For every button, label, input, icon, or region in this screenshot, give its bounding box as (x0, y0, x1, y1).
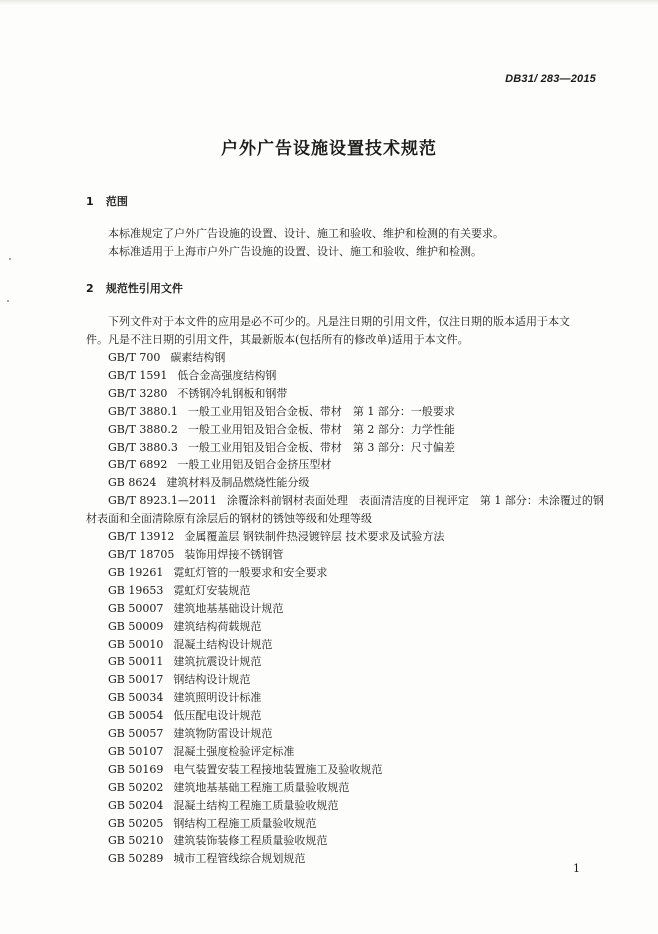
reference-item (108, 815, 613, 833)
reference-title: 钢结构设计规范 (173, 673, 251, 687)
reference-code: GB/T 6892 (108, 458, 168, 472)
reference-item (108, 474, 613, 492)
reference-item (108, 349, 613, 367)
paragraph: 本标准适用于上海市户外广告设施的设置、设计、施工和验收、维护和检测。 (108, 245, 482, 258)
section-title: 范围 (105, 195, 128, 208)
reference-list (86, 349, 613, 868)
paragraph: 下列文件对于本文件的应用是必不可少的。凡是注日期的引用文件，仅注日期的版本适用于本文 (108, 315, 570, 328)
section-number: 1 (86, 195, 94, 208)
reference-title: 建筑地基基础工程施工质量验收规范 (173, 780, 350, 794)
reference-title: 混凝土结构工程施工质量验收规范 (173, 798, 339, 812)
reference-item (108, 689, 613, 707)
reference-title: 建筑地基基础设计规范 (173, 601, 284, 615)
reference-code: GB 50011 (108, 655, 164, 669)
section-heading-scope (86, 193, 128, 209)
reference-item (108, 743, 613, 761)
reference-item (108, 779, 613, 797)
reference-title: 建筑结构荷载规范 (173, 619, 262, 633)
reference-title: 建筑抗震设计规范 (173, 655, 262, 669)
reference-code: GB/T 3880.1 (108, 404, 178, 418)
reference-code: GB 50017 (108, 673, 164, 687)
reference-code: GB/T 8923.1—2011 (108, 494, 217, 508)
reference-code: GB 50010 (108, 637, 164, 651)
reference-code: GB 19261 (108, 565, 164, 579)
section-heading-normative-references (86, 280, 183, 296)
reference-code: GB 50054 (108, 709, 164, 723)
document-title: 户外广告设施设置技术规范 (221, 139, 437, 159)
reference-title: 涂覆涂料前钢材表面处理 表面清洁度的目视评定 第 1 部分：未涂覆过的钢材表面和全面清除原有涂层后的钢材的锈蚀等级和处理等级 (86, 494, 604, 526)
reference-item (108, 636, 613, 654)
reference-item (108, 528, 613, 546)
reference-title: 一般工业用铝及铝合金板、带材 第 1 部分：一般要求 (187, 404, 455, 418)
reference-code: GB 50202 (108, 780, 164, 794)
reference-code: GB 19653 (108, 583, 164, 597)
reference-item (108, 600, 613, 618)
reference-title: 一般工业用铝及铝合金板、带材 第 3 部分：尺寸偏差 (187, 440, 455, 454)
reference-item (86, 492, 613, 528)
reference-title: 建筑装饰装修工程质量验收规范 (173, 834, 328, 848)
reference-code: GB 50034 (108, 691, 164, 705)
reference-title: 城市工程管线综合规划规范 (173, 852, 306, 866)
reference-title: 钢结构工程施工质量验收规范 (173, 816, 317, 830)
reference-code: GB 50107 (108, 744, 164, 758)
reference-title: 霓虹灯安装规范 (173, 583, 251, 597)
reference-code: GB/T 18705 (108, 547, 175, 561)
paragraph: 本标准规定了户外广告设施的设置、设计、施工和验收、维护和检测的有关要求。 (108, 227, 504, 240)
reference-item (108, 618, 613, 636)
section-title: 规范性引用文件 (105, 282, 183, 295)
reference-code: GB 50210 (108, 834, 164, 848)
reference-code: GB 50204 (108, 798, 164, 812)
reference-item (108, 582, 613, 600)
reference-title: 建筑物防雷设计规范 (173, 727, 273, 741)
references-intro (86, 313, 606, 349)
reference-title: 一般工业用铝及铝合金挤压型材 (177, 458, 332, 472)
scan-speck (7, 300, 9, 302)
reference-code: GB 50009 (108, 619, 164, 633)
reference-item (108, 367, 613, 385)
reference-item (108, 439, 613, 457)
reference-item (108, 832, 613, 850)
reference-title: 碳素结构钢 (170, 351, 226, 364)
reference-code: GB/T 3880.3 (108, 440, 178, 454)
reference-code: GB/T 3880.2 (108, 422, 178, 436)
reference-item (108, 850, 613, 868)
reference-code: GB/T 13912 (108, 530, 175, 544)
reference-code: GB 50007 (108, 601, 164, 615)
scan-top-edge (0, 0, 658, 5)
reference-item (108, 761, 613, 779)
reference-title: 低合金高强度结构钢 (177, 368, 277, 382)
reference-title: 混凝土结构设计规范 (173, 637, 273, 651)
reference-title: 装饰用焊接不锈钢管 (184, 547, 284, 561)
reference-title: 电气装置安装工程接地装置施工及验收规范 (173, 762, 383, 776)
section-number: 2 (86, 282, 94, 295)
reference-code: GB 50205 (108, 816, 164, 830)
reference-item (108, 725, 613, 743)
reference-item (108, 564, 613, 582)
reference-item (108, 546, 613, 564)
reference-title: 低压配电设计规范 (173, 709, 262, 723)
reference-item (108, 797, 613, 815)
page-number: 1 (573, 862, 580, 875)
reference-item (108, 421, 613, 439)
reference-title: 一般工业用铝及铝合金板、带材 第 2 部分：力学性能 (187, 422, 455, 436)
reference-item (108, 653, 613, 671)
scan-speck (9, 258, 11, 260)
reference-item (108, 671, 613, 689)
reference-title: 霓虹灯管的一般要求和安全要求 (173, 565, 328, 579)
reference-item (108, 385, 613, 403)
reference-code: GB/T 700 (108, 351, 161, 364)
scope-paragraphs (86, 225, 606, 261)
reference-title: 金属覆盖层 钢铁制件热浸镀锌层 技术要求及试验方法 (184, 530, 445, 544)
standard-code: DB31/ 283—2015 (505, 73, 596, 85)
reference-code: GB/T 3280 (108, 386, 168, 400)
reference-code: GB 50169 (108, 762, 164, 776)
paragraph-continuation: 件。凡是不注日期的引用文件，其最新版本(包括所有的修改单)适用于本文件。 (86, 333, 469, 346)
reference-code: GB 8624 (108, 476, 157, 490)
reference-code: GB 50057 (108, 727, 164, 741)
reference-item (108, 456, 613, 474)
reference-item (108, 403, 613, 421)
reference-code: GB/T 1591 (108, 368, 168, 382)
reference-title: 混凝土强度检验评定标准 (173, 744, 295, 758)
reference-title: 建筑照明设计标准 (173, 691, 262, 705)
reference-code: GB 50289 (108, 852, 164, 866)
reference-item (108, 707, 613, 725)
reference-title: 建筑材料及制品燃烧性能分级 (166, 476, 310, 490)
reference-title: 不锈钢冷轧钢板和钢带 (177, 386, 288, 400)
